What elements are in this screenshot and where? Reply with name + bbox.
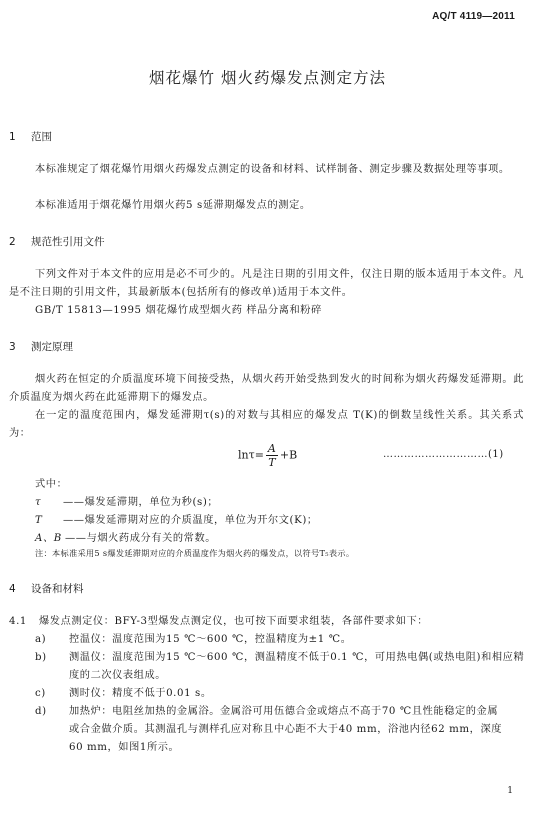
list-item-b xyxy=(35,648,524,663)
definition-text: ——与烟火药成分有关的常数。 xyxy=(65,533,217,544)
section-1-heading xyxy=(9,129,52,144)
equation-number: …………………………(1) xyxy=(383,449,504,460)
clause-text: 爆发点测定仪：BFY-3型爆发点测定仪，也可按下面要求组装，各部件要求如下： xyxy=(39,616,429,627)
definition-T xyxy=(35,511,318,526)
list-label: d) xyxy=(35,706,47,717)
definition-AB xyxy=(35,529,216,544)
normative-reference: GB/T 15813—1995 烟花爆竹成型烟火药 样品分离和粉碎 xyxy=(35,305,322,316)
list-text: 测温仪：温度范围为15 ℃～600 ℃，测温精度不低于0.1 ℃，可用热电偶(或热电阻)和相应精 xyxy=(69,652,525,663)
list-item-a xyxy=(35,630,352,645)
list-text: 控温仪：温度范围为15 ℃～600 ℃，控温精度为±1 ℃。 xyxy=(69,634,352,645)
section-3-heading xyxy=(9,339,73,354)
definition-tau xyxy=(35,493,218,508)
list-label: c) xyxy=(35,688,46,699)
section-2-heading xyxy=(9,234,105,249)
note: 注：本标准采用5 s爆发延滞期对应的介质温度作为烟火药的爆发点，以符号T₅表示。 xyxy=(35,548,355,558)
symbol: τ xyxy=(35,497,42,508)
list-item-d-continuation-2: 60 mm，如图1所示。 xyxy=(69,742,180,753)
section-3-paragraph-2: 在一定的温度范围内，爆发延滞期τ(s)的对数与其相应的爆发点 T(K)的倒数呈线性关系。其关系式为： xyxy=(9,410,524,439)
section-number: 3 xyxy=(9,341,16,353)
formula-fraction xyxy=(266,442,278,469)
section-title: 设备和材料 xyxy=(31,583,84,595)
section-title: 范围 xyxy=(31,131,52,143)
definition-text: ——爆发延滞期，单位为秒(s)； xyxy=(63,497,219,508)
list-item-d xyxy=(35,702,498,717)
where-label: 式中： xyxy=(35,479,68,490)
page-number: 1 xyxy=(507,786,513,796)
section-number: 4 xyxy=(9,583,16,595)
list-item-c xyxy=(35,684,212,699)
list-text: 加热炉：电阻丝加热的金属浴。金属浴可用伍德合金或熔点不高于70 ℃且性能稳定的金属 xyxy=(69,706,499,717)
clause-number: 4.1 xyxy=(9,616,28,627)
clause-4-1 xyxy=(9,612,428,627)
section-title: 规范性引用文件 xyxy=(31,236,105,248)
formula-lhs: lnτ= xyxy=(238,448,264,462)
section-title: 测定原理 xyxy=(31,341,73,353)
formula-numerator: A xyxy=(267,442,276,455)
section-3-paragraph-1: 烟火药在恒定的介质温度环境下间接受热，从烟火药开始受热到发火的时间称为烟火药爆发延滞期。此介质温度为烟火药在此延滞期下的爆发点。 xyxy=(9,374,524,403)
section-1-paragraph-2: 本标准适用于烟花爆竹用烟火药5 s延滞期爆发点的测定。 xyxy=(35,200,311,211)
section-4-heading xyxy=(9,581,84,596)
section-number: 1 xyxy=(9,131,16,143)
symbol: T xyxy=(35,515,43,526)
symbol: A、B xyxy=(35,533,62,544)
section-number: 2 xyxy=(9,236,16,248)
list-label: a) xyxy=(35,634,47,645)
list-label: b) xyxy=(35,652,47,663)
standard-code: AQ/T 4119—2011 xyxy=(432,11,515,22)
definition-text: ——爆发延滞期对应的介质温度，单位为开尔文(K)； xyxy=(63,515,318,526)
formula xyxy=(238,442,297,469)
list-item-b-continuation: 度的二次仪表组成。 xyxy=(69,670,167,681)
formula-rhs: +B xyxy=(279,448,298,462)
list-text: 测时仪：精度不低于0.01 s。 xyxy=(69,688,212,699)
section-2-paragraph-1: 下列文件对于本文件的应用是必不可少的。凡是注日期的引用文件，仅注日期的版本适用于本文件。凡是不注日期的引用文件，其最新版本(包括所有的修改单)适用于本文件。 xyxy=(9,269,524,298)
document-title: 烟花爆竹 烟火药爆发点测定方法 xyxy=(149,69,386,87)
section-1-paragraph-1: 本标准规定了烟花爆竹用烟火药爆发点测定的设备和材料、试样制备、测定步骤及数据处理等事项。 xyxy=(35,164,510,175)
formula-denominator: T xyxy=(268,456,276,469)
list-item-d-continuation-1: 或合金做介质。其测温孔与测样孔应对称且中心距不大于40 mm，浴池内径62 mm，深度 xyxy=(69,724,503,735)
